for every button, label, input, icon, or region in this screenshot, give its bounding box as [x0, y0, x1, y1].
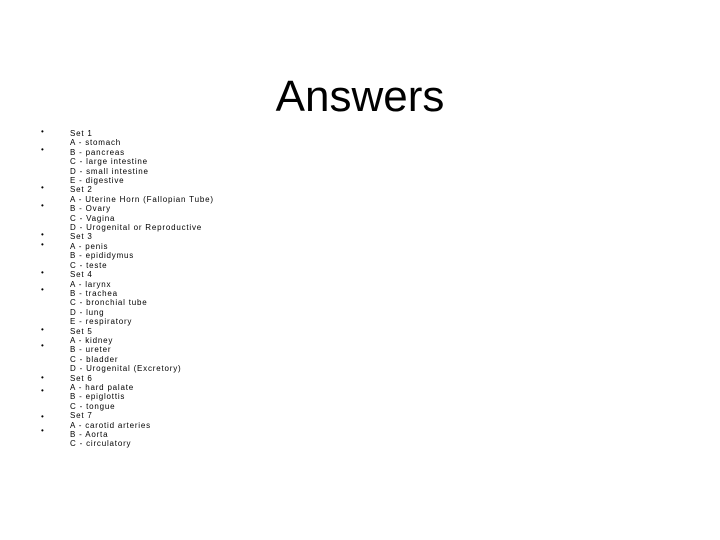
- bullet-icon: •: [41, 373, 44, 382]
- answer-line: B - Aorta: [70, 430, 109, 439]
- bullet-icon: •: [41, 127, 44, 136]
- answer-line: C - bladder: [70, 354, 119, 364]
- set-heading: Set 1: [70, 129, 93, 138]
- answer-line: E - respiratory: [70, 317, 133, 327]
- set-heading: Set 2: [70, 185, 93, 195]
- bullet-icon: •: [41, 183, 44, 192]
- answer-line: B - epiglottis: [70, 392, 126, 402]
- answer-line: C - Vagina: [70, 213, 116, 223]
- set-heading: Set 7: [70, 411, 93, 421]
- answer-line: C - teste: [70, 260, 108, 270]
- answer-line: A - carotid arteries: [70, 420, 151, 430]
- bullet-icon: •: [41, 285, 44, 294]
- answer-line: A - penis: [70, 241, 109, 251]
- answer-line: C - circulatory: [70, 439, 132, 449]
- answer-line: C - large intestine: [70, 157, 148, 167]
- bullet-icon: •: [41, 145, 44, 154]
- answer-line: A - Uterine Horn (Fallopian Tube): [70, 194, 214, 204]
- set-heading: Set 3: [70, 232, 93, 242]
- answer-line: B - epididymus: [70, 251, 135, 261]
- answer-line: C - bronchial tube: [70, 298, 148, 308]
- bullet-icon: •: [41, 412, 44, 421]
- answer-line: A - larynx: [70, 279, 112, 289]
- bullet-icon: •: [41, 201, 44, 210]
- answer-line: B - trachea: [70, 288, 118, 298]
- answer-line: A - kidney: [70, 335, 114, 345]
- answer-line: C - tongue: [70, 401, 116, 411]
- bullet-icon: •: [41, 268, 44, 277]
- answer-line: B - pancreas: [70, 147, 125, 157]
- answer-line: B - ureter: [70, 345, 112, 355]
- answer-line: E - digestive: [70, 176, 125, 186]
- bullet-icon: •: [41, 341, 44, 350]
- answer-line: D - small intestine: [70, 166, 149, 176]
- set-heading: Set 5: [70, 326, 93, 336]
- page-title: Answers: [275, 72, 445, 122]
- answer-line: B - Ovary: [70, 204, 111, 214]
- set-heading: Set 6: [70, 373, 93, 383]
- bullet-icon: •: [41, 325, 44, 334]
- answer-line: D - Urogenital or Reproductive: [70, 223, 203, 233]
- answer-line: A - stomach: [70, 138, 122, 148]
- answers-list: [70, 129, 214, 449]
- answer-line: A - hard palate: [70, 382, 135, 392]
- answer-line: D - Urogenital (Excretory): [70, 364, 182, 374]
- set-heading: Set 4: [70, 270, 93, 280]
- bullet-icon: •: [41, 230, 44, 239]
- bullet-icon: •: [41, 426, 44, 435]
- bullet-icon: •: [41, 386, 44, 395]
- bullet-icon: •: [41, 240, 44, 249]
- answer-line: D - lung: [70, 307, 105, 317]
